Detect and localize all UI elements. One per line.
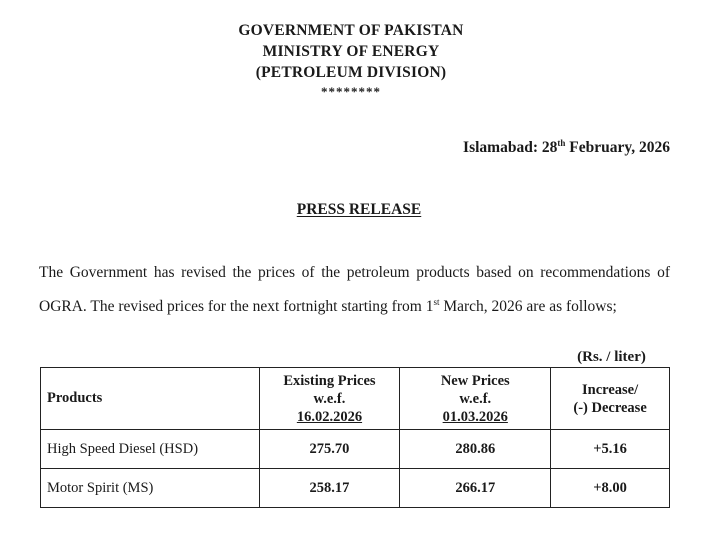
- unit-label: (Rs. / liter): [577, 349, 646, 365]
- header-existing-line2: w.e.f.: [313, 390, 346, 407]
- body-paragraph: [39, 258, 670, 321]
- body-part-1: The Government has revised the prices of the petroleum products based on recommendations of OGRA. The revised prices for the next fortnight starting from 1: [39, 264, 670, 315]
- table-row: [41, 469, 670, 508]
- letterhead: [200, 20, 502, 100]
- title-wrapper: [0, 201, 718, 219]
- header-existing-prices: [259, 368, 400, 430]
- header-new-line3: 01.03.2026: [442, 408, 508, 425]
- press-release-title: PRESS RELEASE: [296, 201, 422, 218]
- new-price: 280.86: [400, 430, 551, 469]
- separator-stars: ********: [321, 84, 381, 99]
- table-row: [41, 430, 670, 469]
- header-new-prices: [400, 368, 551, 430]
- body-ordinal-suffix: st: [433, 296, 440, 307]
- new-price: 266.17: [400, 469, 551, 508]
- division-line: (PETROLEUM DIVISION): [255, 64, 447, 81]
- header-change-line1: Increase/: [582, 381, 639, 398]
- existing-price: 275.70: [259, 430, 400, 469]
- header-existing-line3: 16.02.2026: [296, 408, 363, 425]
- product-name: Motor Spirit (MS): [41, 469, 260, 508]
- dateline-day-suffix: th: [557, 138, 566, 148]
- header-change-line2: (-) Decrease: [573, 399, 647, 416]
- price-change: +5.16: [551, 430, 670, 469]
- header-existing-line1: Existing Prices: [283, 372, 376, 389]
- government-line: GOVERNMENT OF PAKISTAN: [238, 22, 464, 39]
- dateline-place: Islamabad: 28: [463, 139, 558, 156]
- table-header-row: [41, 368, 670, 430]
- prices-table: [40, 367, 670, 508]
- dateline: [463, 138, 670, 157]
- header-products: Products: [41, 368, 260, 430]
- header-change: [551, 368, 670, 430]
- body-part-2: March, 2026 are as follows;: [439, 297, 617, 315]
- product-name: High Speed Diesel (HSD): [41, 430, 260, 469]
- dateline-month-year: February, 2026: [565, 139, 670, 156]
- price-change: +8.00: [551, 469, 670, 508]
- ministry-line: MINISTRY OF ENERGY: [262, 43, 440, 60]
- header-new-line1: New Prices: [440, 372, 510, 389]
- existing-price: 258.17: [259, 469, 400, 508]
- header-new-line2: w.e.f.: [459, 390, 492, 407]
